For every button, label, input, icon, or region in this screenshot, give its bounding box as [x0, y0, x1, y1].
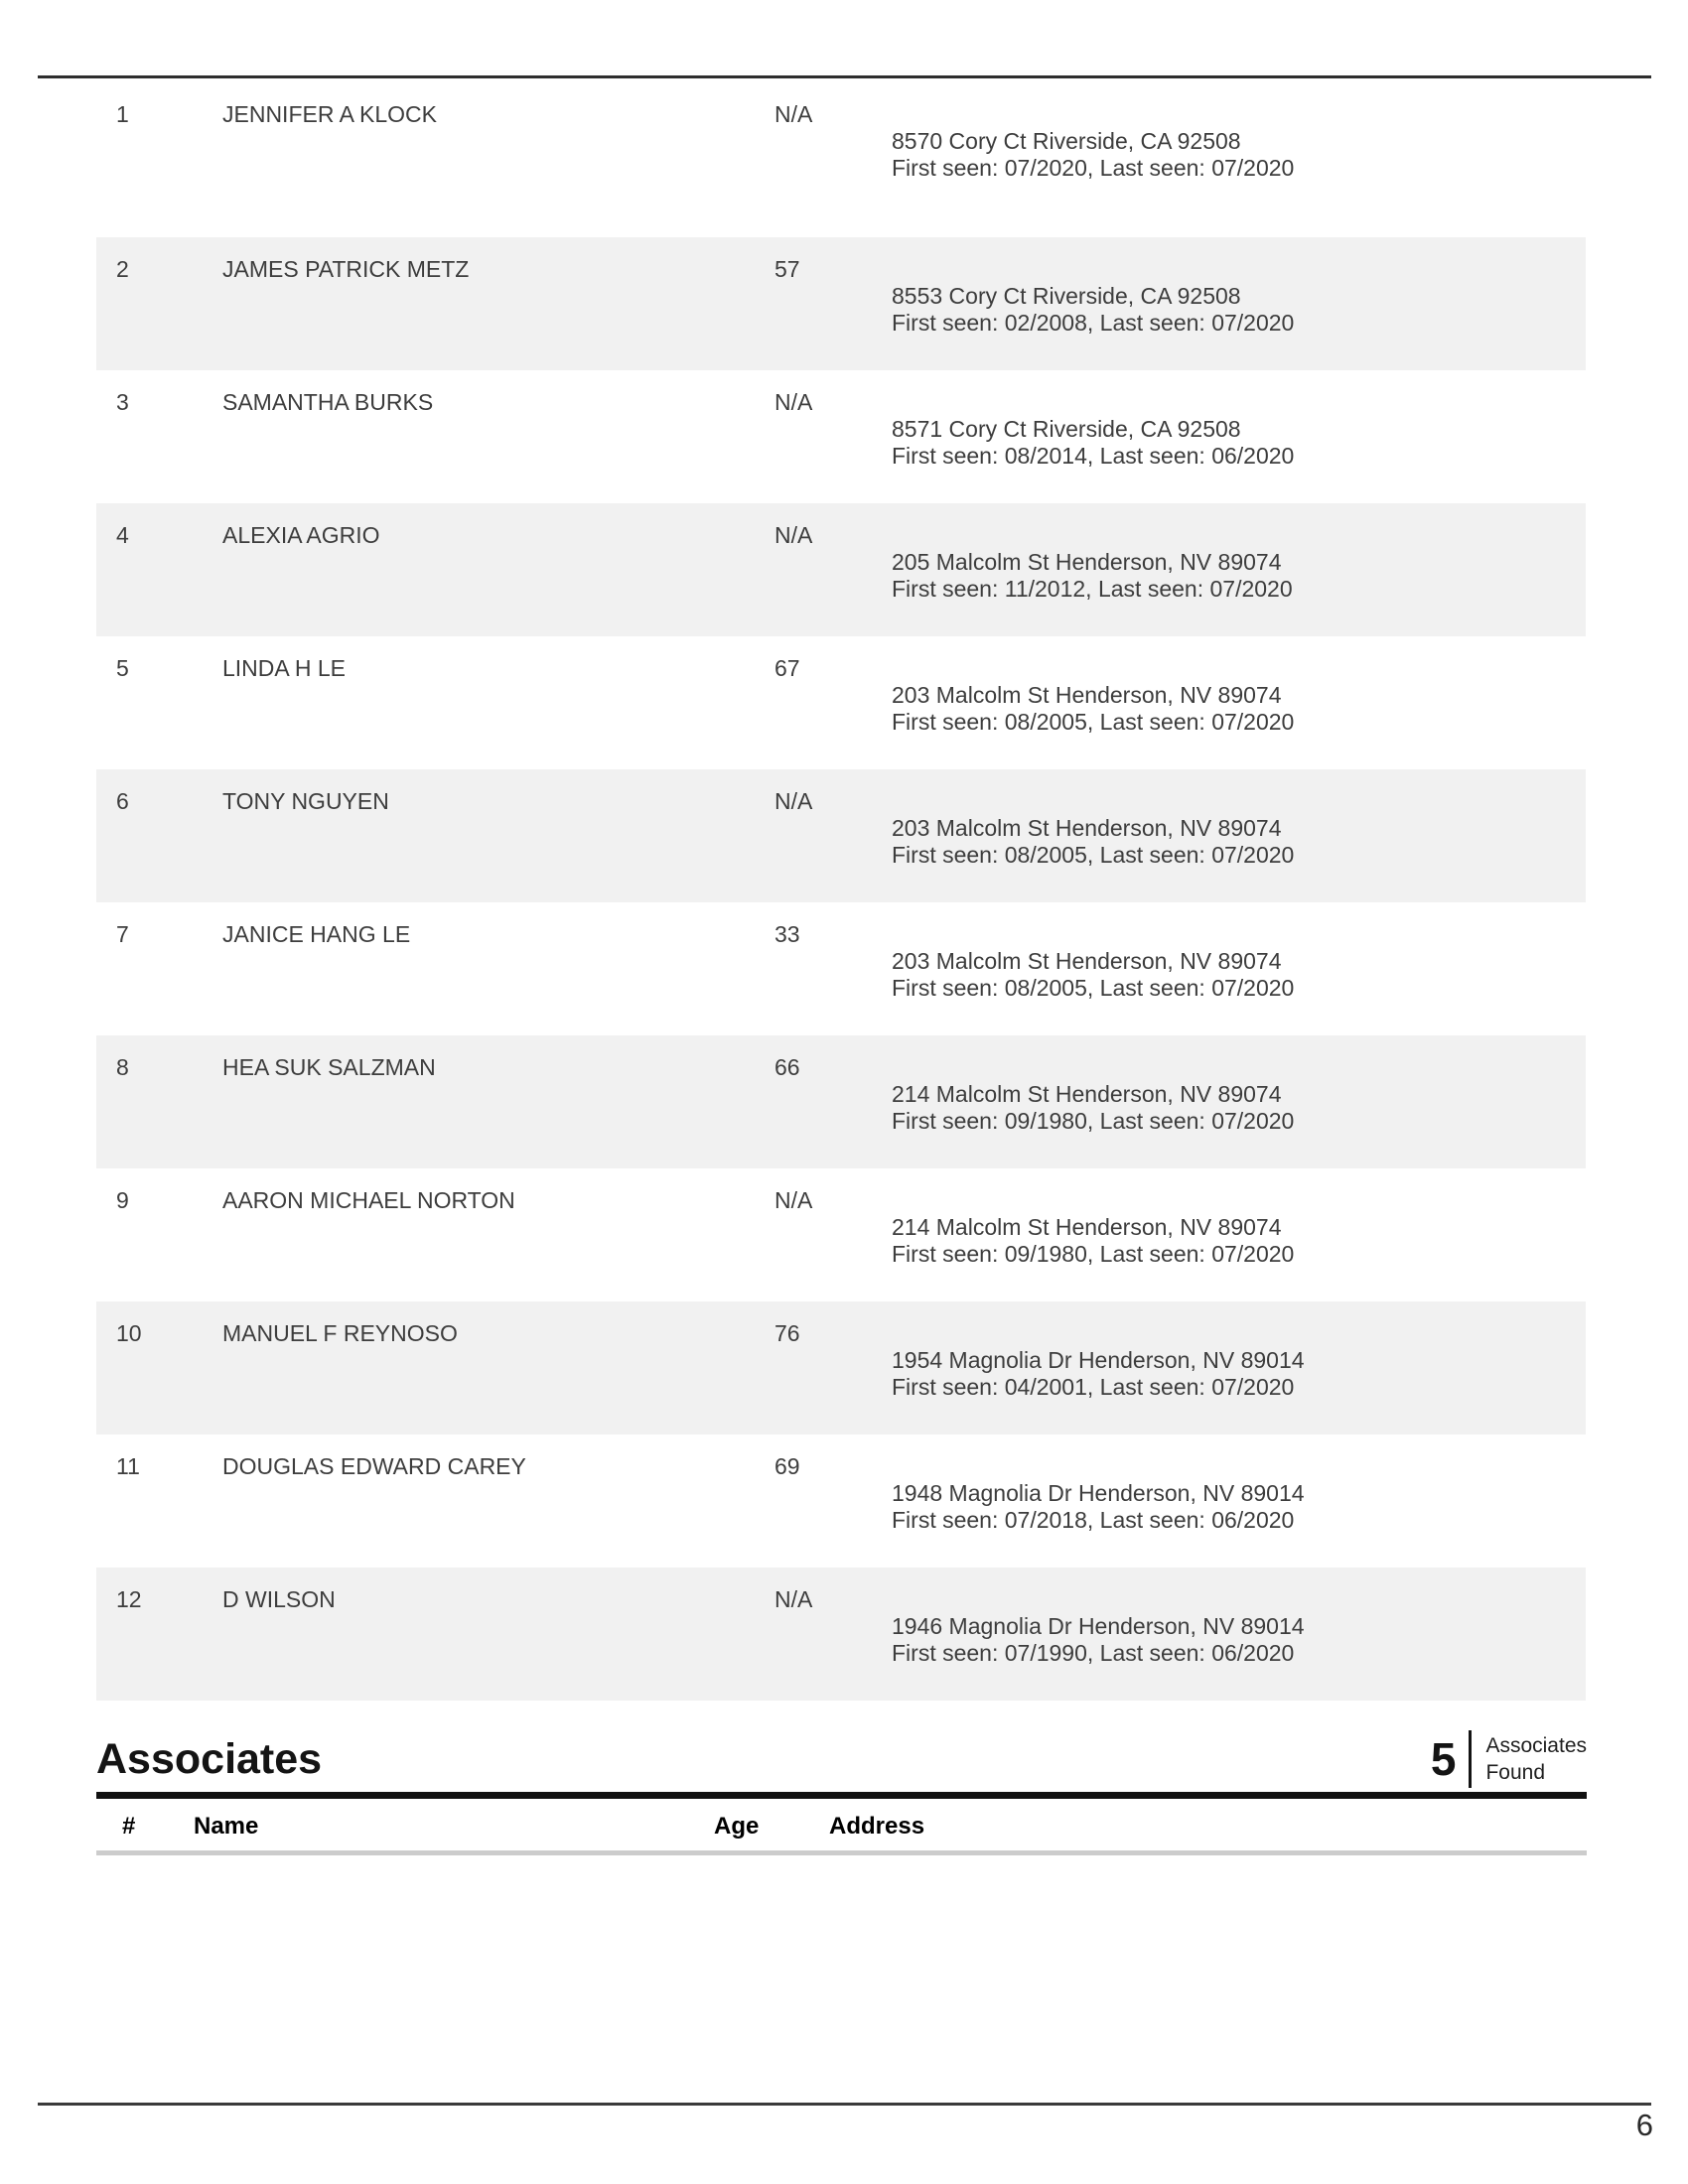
page-footer-rule [38, 2103, 1651, 2106]
row-age: 66 [774, 1054, 800, 1080]
row-address: 8553 Cory Ct Riverside, CA 92508 [892, 283, 1241, 309]
row-address-cell [892, 417, 1586, 471]
table-row [96, 902, 1586, 1035]
row-address-cell [892, 1348, 1586, 1402]
row-address: 8571 Cory Ct Riverside, CA 92508 [892, 416, 1241, 442]
row-number: 3 [116, 389, 129, 415]
row-age: N/A [774, 788, 813, 814]
row-number: 10 [116, 1320, 142, 1346]
row-name: MANUEL F REYNOSO [222, 1320, 458, 1346]
row-address: 1946 Magnolia Dr Henderson, NV 89014 [892, 1613, 1305, 1639]
row-age: N/A [774, 101, 813, 127]
row-number: 11 [116, 1453, 140, 1479]
row-address: 8570 Cory Ct Riverside, CA 92508 [892, 128, 1241, 154]
table-row [96, 237, 1586, 370]
associates-column-headers [0, 1813, 1688, 1843]
count-label-line2: Found [1485, 1761, 1545, 1784]
row-name: JAMES PATRICK METZ [222, 256, 470, 282]
table-row [96, 1568, 1586, 1701]
row-number: 8 [116, 1054, 129, 1080]
row-name: AARON MICHAEL NORTON [222, 1187, 515, 1213]
row-age: N/A [774, 1586, 813, 1612]
row-age: N/A [774, 522, 813, 548]
row-address: 214 Malcolm St Henderson, NV 89074 [892, 1081, 1282, 1107]
row-seen: First seen: 07/1990, Last seen: 06/2020 [892, 1640, 1295, 1666]
row-address-cell [892, 1215, 1586, 1269]
row-seen: First seen: 08/2014, Last seen: 06/2020 [892, 443, 1295, 469]
row-age: N/A [774, 389, 813, 415]
row-number: 4 [116, 522, 129, 548]
row-address-cell [892, 284, 1586, 338]
associates-header-rule [96, 1792, 1587, 1799]
associates-count: 5 [1430, 1733, 1457, 1785]
row-name: SAMANTHA BURKS [222, 389, 434, 415]
table-row [96, 1168, 1586, 1301]
row-address-cell [892, 129, 1586, 183]
row-address-cell [892, 1082, 1586, 1136]
row-number: 9 [116, 1187, 129, 1213]
row-age: 76 [774, 1320, 800, 1346]
row-address-cell [892, 1614, 1586, 1668]
table-row [96, 78, 1586, 237]
associates-count-label [1485, 1732, 1587, 1786]
row-seen: First seen: 08/2005, Last seen: 07/2020 [892, 842, 1295, 868]
count-label-line1: Associates [1485, 1734, 1587, 1757]
table-row [96, 1301, 1586, 1434]
row-name: LINDA H LE [222, 655, 346, 681]
row-name: JANICE HANG LE [222, 921, 411, 947]
table-row [96, 1035, 1586, 1168]
row-age: 57 [774, 256, 800, 282]
row-seen: First seen: 07/2018, Last seen: 06/2020 [892, 1507, 1295, 1533]
row-address-cell [892, 816, 1586, 870]
row-address: 1948 Magnolia Dr Henderson, NV 89014 [892, 1480, 1305, 1506]
row-name: DOUGLAS EDWARD CAREY [222, 1453, 526, 1479]
row-seen: First seen: 02/2008, Last seen: 07/2020 [892, 310, 1295, 336]
row-seen: First seen: 04/2001, Last seen: 07/2020 [892, 1374, 1295, 1400]
row-address-cell [892, 683, 1586, 737]
row-address: 1954 Magnolia Dr Henderson, NV 89014 [892, 1347, 1305, 1373]
table-row [96, 503, 1586, 636]
row-address-cell [892, 1481, 1586, 1535]
associates-heading: Associates [96, 1735, 323, 1783]
row-seen: First seen: 11/2012, Last seen: 07/2020 [892, 576, 1293, 602]
row-age: 67 [774, 655, 800, 681]
row-name: ALEXIA AGRIO [222, 522, 380, 548]
row-address-cell [892, 949, 1586, 1003]
row-address: 205 Malcolm St Henderson, NV 89074 [892, 549, 1282, 575]
row-seen: First seen: 08/2005, Last seen: 07/2020 [892, 709, 1295, 735]
column-header-name: Name [194, 1813, 259, 1840]
row-number: 6 [116, 788, 129, 814]
associates-section-header [96, 1728, 1587, 1790]
row-address-cell [892, 550, 1586, 604]
row-name: HEA SUK SALZMAN [222, 1054, 436, 1080]
row-age: N/A [774, 1187, 813, 1213]
table-row [96, 769, 1586, 902]
column-header-address: Address [829, 1813, 925, 1840]
row-seen: First seen: 07/2020, Last seen: 07/2020 [892, 155, 1295, 181]
row-name: D WILSON [222, 1586, 336, 1612]
row-address: 203 Malcolm St Henderson, NV 89074 [892, 948, 1282, 974]
neighbors-table [0, 78, 1688, 1701]
row-age: 69 [774, 1453, 800, 1479]
row-seen: First seen: 08/2005, Last seen: 07/2020 [892, 975, 1295, 1001]
row-address: 203 Malcolm St Henderson, NV 89074 [892, 682, 1282, 708]
row-address: 203 Malcolm St Henderson, NV 89074 [892, 815, 1282, 841]
row-number: 2 [116, 256, 129, 282]
row-address: 214 Malcolm St Henderson, NV 89074 [892, 1214, 1282, 1240]
associates-count-block [1431, 1730, 1587, 1788]
column-header-num: # [122, 1813, 136, 1840]
row-name: JENNIFER A KLOCK [222, 101, 438, 127]
associates-header-underline [96, 1850, 1587, 1855]
row-number: 1 [116, 101, 129, 127]
count-divider [1469, 1730, 1472, 1788]
row-name: TONY NGUYEN [222, 788, 389, 814]
page-number: 6 [1635, 2108, 1653, 2142]
table-row [96, 1434, 1586, 1568]
table-row [96, 370, 1586, 503]
row-seen: First seen: 09/1980, Last seen: 07/2020 [892, 1241, 1295, 1267]
row-number: 7 [116, 921, 129, 947]
row-number: 5 [116, 655, 129, 681]
row-number: 12 [116, 1586, 142, 1612]
column-header-age: Age [714, 1813, 760, 1840]
row-seen: First seen: 09/1980, Last seen: 07/2020 [892, 1108, 1295, 1134]
row-age: 33 [774, 921, 800, 947]
table-row [96, 636, 1586, 769]
